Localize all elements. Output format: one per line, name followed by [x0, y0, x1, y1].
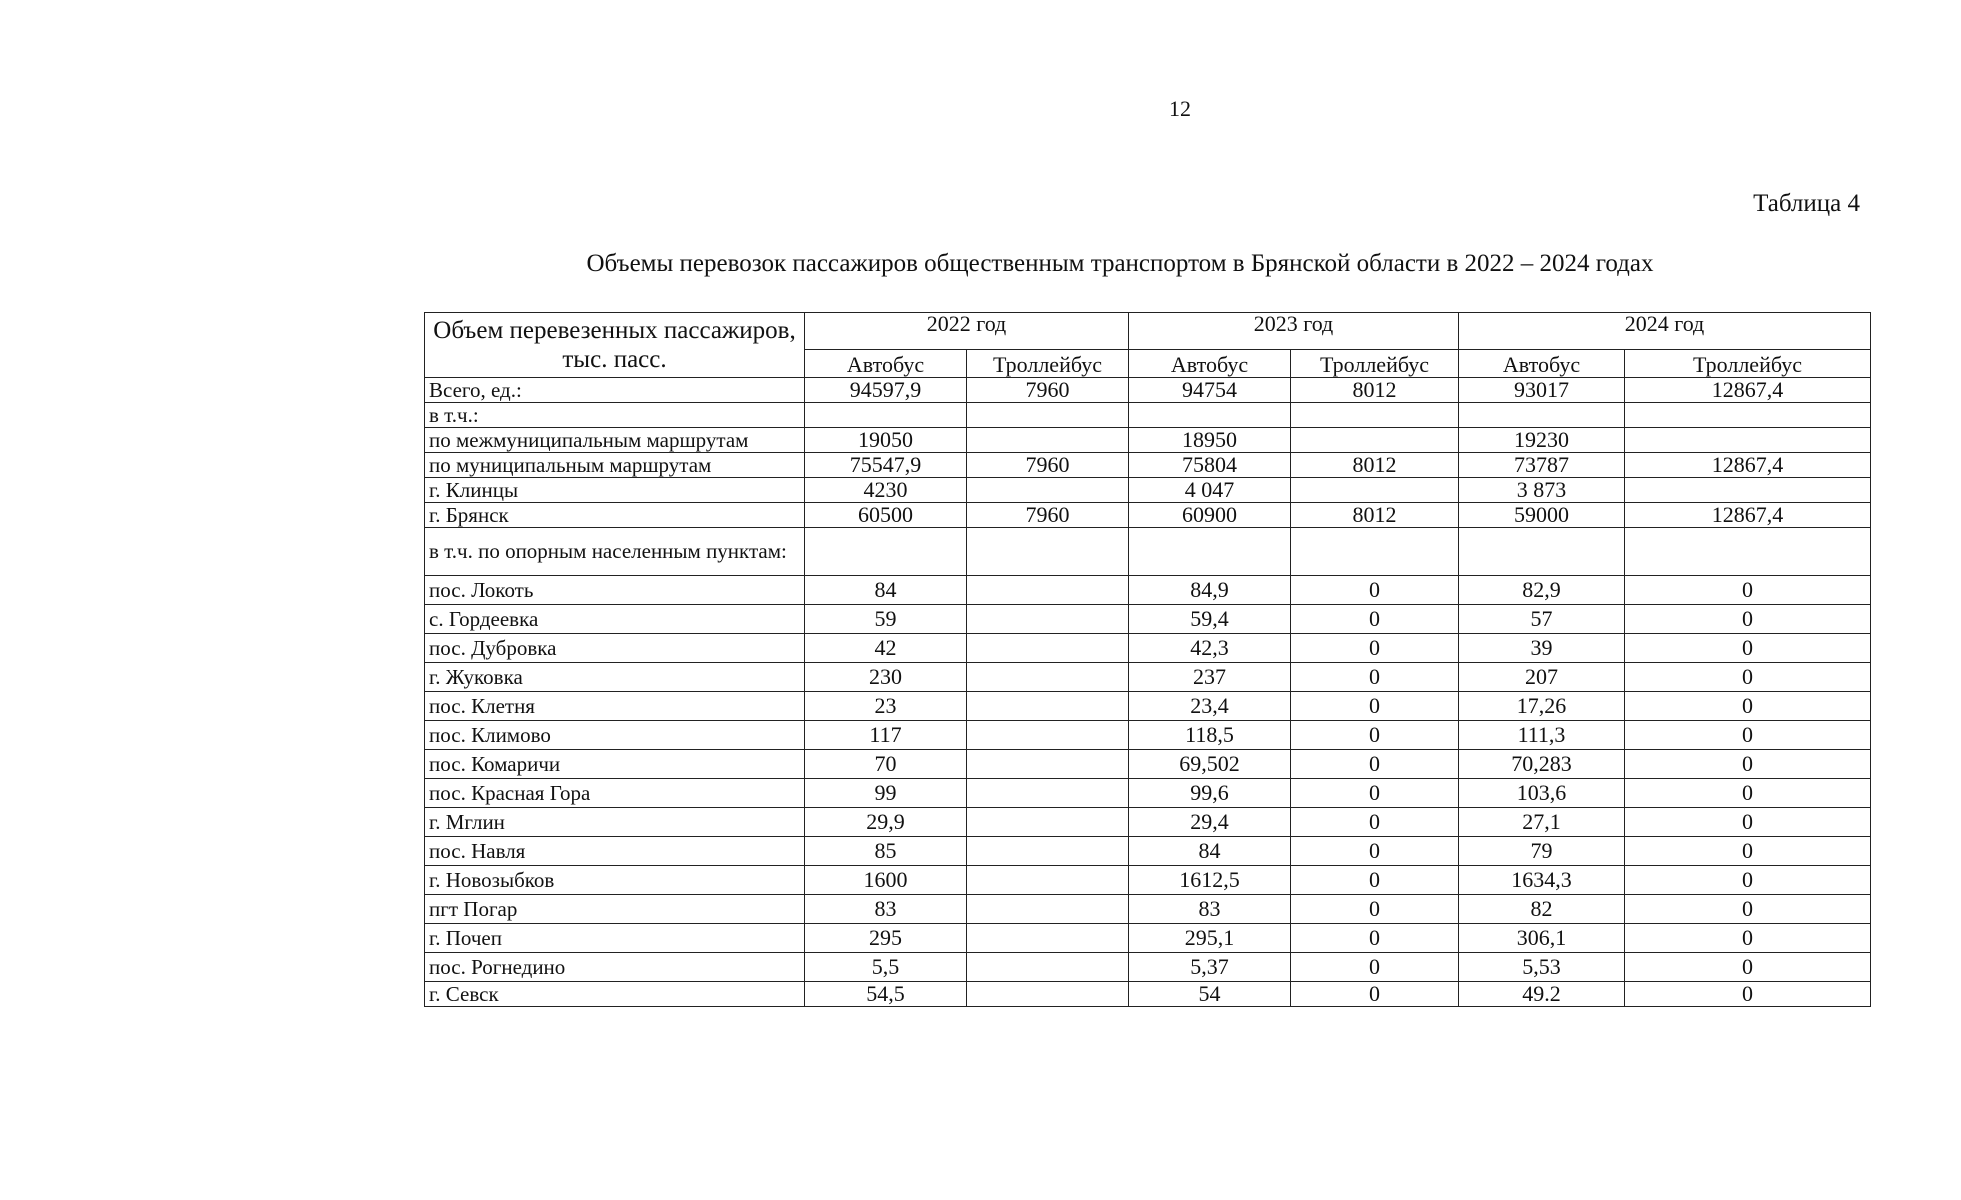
value-cell: 60900	[1129, 503, 1291, 528]
value-cell: 39	[1459, 634, 1625, 663]
value-cell: 59,4	[1129, 605, 1291, 634]
value-cell: 84,9	[1129, 576, 1291, 605]
value-cell: 84	[805, 576, 967, 605]
value-cell	[967, 837, 1129, 866]
row-label: в т.ч. по опорным населенным пунктам:	[425, 528, 805, 576]
table-row	[425, 378, 1871, 403]
value-cell: 0	[1291, 692, 1459, 721]
row-label: пос. Климово	[425, 721, 805, 750]
value-cell: 42,3	[1129, 634, 1291, 663]
value-cell: 93017	[1459, 378, 1625, 403]
table-row	[425, 953, 1871, 982]
value-cell	[1291, 403, 1459, 428]
value-cell: 0	[1291, 895, 1459, 924]
value-cell: 0	[1625, 866, 1871, 895]
value-cell: 17,26	[1459, 692, 1625, 721]
value-cell	[967, 750, 1129, 779]
value-cell: 306,1	[1459, 924, 1625, 953]
year-header: 2023 год	[1129, 313, 1459, 350]
value-cell: 0	[1625, 692, 1871, 721]
table-row	[425, 895, 1871, 924]
value-cell: 85	[805, 837, 967, 866]
value-cell: 0	[1625, 634, 1871, 663]
value-cell	[1129, 528, 1291, 576]
transport-type-header: Автобус	[1459, 350, 1625, 378]
value-cell: 12867,4	[1625, 378, 1871, 403]
value-cell	[967, 692, 1129, 721]
row-label: пгт Погар	[425, 895, 805, 924]
value-cell: 73787	[1459, 453, 1625, 478]
row-label: г. Брянск	[425, 503, 805, 528]
value-cell: 0	[1625, 605, 1871, 634]
value-cell: 3 873	[1459, 478, 1625, 503]
row-label: по муниципальным маршрутам	[425, 453, 805, 478]
row-label: г. Почеп	[425, 924, 805, 953]
value-cell: 0	[1625, 924, 1871, 953]
corner-header: Объем перевезенных пассажиров, тыс. пасс.	[425, 313, 805, 378]
value-cell: 49.2	[1459, 982, 1625, 1007]
table-row	[425, 866, 1871, 895]
row-label: г. Новозыбков	[425, 866, 805, 895]
value-cell	[967, 478, 1129, 503]
value-cell: 42	[805, 634, 967, 663]
table-row	[425, 663, 1871, 692]
value-cell	[967, 721, 1129, 750]
table-row	[425, 605, 1871, 634]
value-cell: 0	[1291, 866, 1459, 895]
value-cell: 8012	[1291, 378, 1459, 403]
table-row	[425, 924, 1871, 953]
value-cell	[1291, 478, 1459, 503]
value-cell: 0	[1625, 663, 1871, 692]
value-cell: 4 047	[1129, 478, 1291, 503]
value-cell: 23	[805, 692, 967, 721]
value-cell: 70	[805, 750, 967, 779]
table-row	[425, 721, 1871, 750]
value-cell: 69,502	[1129, 750, 1291, 779]
value-cell	[1459, 528, 1625, 576]
transport-type-header: Автобус	[1129, 350, 1291, 378]
table-row	[425, 634, 1871, 663]
value-cell: 5,53	[1459, 953, 1625, 982]
value-cell: 0	[1625, 576, 1871, 605]
value-cell: 84	[1129, 837, 1291, 866]
value-cell: 295	[805, 924, 967, 953]
transport-type-header: Троллейбус	[1291, 350, 1459, 378]
table-row	[425, 576, 1871, 605]
value-cell	[1129, 403, 1291, 428]
value-cell: 54,5	[805, 982, 967, 1007]
value-cell: 5,37	[1129, 953, 1291, 982]
transport-type-header: Автобус	[805, 350, 967, 378]
value-cell: 19230	[1459, 428, 1625, 453]
value-cell: 237	[1129, 663, 1291, 692]
value-cell: 0	[1291, 605, 1459, 634]
table-row	[425, 528, 1871, 576]
row-label: пос. Навля	[425, 837, 805, 866]
value-cell: 0	[1291, 750, 1459, 779]
value-cell	[967, 866, 1129, 895]
value-cell: 83	[1129, 895, 1291, 924]
value-cell: 75804	[1129, 453, 1291, 478]
row-label: г. Жуковка	[425, 663, 805, 692]
table-row	[425, 779, 1871, 808]
value-cell	[967, 605, 1129, 634]
value-cell: 60500	[805, 503, 967, 528]
table-row	[425, 403, 1871, 428]
value-cell	[967, 428, 1129, 453]
value-cell: 59000	[1459, 503, 1625, 528]
value-cell: 12867,4	[1625, 503, 1871, 528]
value-cell: 0	[1625, 837, 1871, 866]
value-cell: 23,4	[1129, 692, 1291, 721]
value-cell: 0	[1625, 779, 1871, 808]
value-cell: 59	[805, 605, 967, 634]
value-cell: 7960	[967, 378, 1129, 403]
value-cell: 0	[1625, 721, 1871, 750]
value-cell	[967, 663, 1129, 692]
header-row-years	[425, 313, 1871, 350]
value-cell	[967, 528, 1129, 576]
value-cell	[967, 576, 1129, 605]
value-cell	[967, 634, 1129, 663]
value-cell: 29,9	[805, 808, 967, 837]
table-label: Таблица 4	[1753, 190, 1860, 217]
row-label: пос. Красная Гора	[425, 779, 805, 808]
value-cell: 19050	[805, 428, 967, 453]
value-cell: 0	[1625, 982, 1871, 1007]
table-row	[425, 750, 1871, 779]
value-cell	[805, 403, 967, 428]
table-row	[425, 478, 1871, 503]
table-row	[425, 692, 1871, 721]
value-cell: 118,5	[1129, 721, 1291, 750]
transport-type-header: Троллейбус	[967, 350, 1129, 378]
row-label: пос. Локоть	[425, 576, 805, 605]
value-cell: 7960	[967, 503, 1129, 528]
value-cell: 0	[1291, 953, 1459, 982]
row-label: с. Гордеевка	[425, 605, 805, 634]
value-cell: 0	[1291, 924, 1459, 953]
value-cell: 103,6	[1459, 779, 1625, 808]
value-cell	[1625, 428, 1871, 453]
value-cell: 8012	[1291, 453, 1459, 478]
value-cell: 75547,9	[805, 453, 967, 478]
value-cell: 0	[1291, 576, 1459, 605]
value-cell: 27,1	[1459, 808, 1625, 837]
table-row	[425, 808, 1871, 837]
value-cell	[967, 895, 1129, 924]
value-cell	[967, 982, 1129, 1007]
value-cell: 29,4	[1129, 808, 1291, 837]
table-body	[425, 378, 1871, 1007]
value-cell: 1634,3	[1459, 866, 1625, 895]
table-row	[425, 982, 1871, 1007]
value-cell: 12867,4	[1625, 453, 1871, 478]
table-row	[425, 837, 1871, 866]
passenger-volume-table	[424, 312, 1871, 1007]
value-cell: 99,6	[1129, 779, 1291, 808]
value-cell	[1625, 528, 1871, 576]
value-cell: 94597,9	[805, 378, 967, 403]
value-cell: 0	[1291, 634, 1459, 663]
transport-type-header: Троллейбус	[1625, 350, 1871, 378]
value-cell: 0	[1625, 808, 1871, 837]
value-cell	[1291, 528, 1459, 576]
value-cell: 111,3	[1459, 721, 1625, 750]
row-label: г. Севск	[425, 982, 805, 1007]
row-label: в т.ч.:	[425, 403, 805, 428]
value-cell: 0	[1291, 982, 1459, 1007]
page-number: 12	[1169, 96, 1191, 121]
table-row	[425, 453, 1871, 478]
value-cell: 1612,5	[1129, 866, 1291, 895]
value-cell	[967, 808, 1129, 837]
value-cell	[967, 953, 1129, 982]
value-cell: 295,1	[1129, 924, 1291, 953]
value-cell: 0	[1291, 779, 1459, 808]
table-header	[425, 313, 1871, 378]
row-label: пос. Комаричи	[425, 750, 805, 779]
row-label: Всего, ед.:	[425, 378, 805, 403]
value-cell: 5,5	[805, 953, 967, 982]
value-cell	[1625, 478, 1871, 503]
value-cell: 0	[1291, 808, 1459, 837]
value-cell: 18950	[1129, 428, 1291, 453]
value-cell: 4230	[805, 478, 967, 503]
value-cell: 0	[1625, 953, 1871, 982]
value-cell: 207	[1459, 663, 1625, 692]
row-label: г. Клинцы	[425, 478, 805, 503]
value-cell: 230	[805, 663, 967, 692]
value-cell: 0	[1625, 750, 1871, 779]
value-cell: 0	[1291, 663, 1459, 692]
value-cell: 7960	[967, 453, 1129, 478]
row-label: пос. Клетня	[425, 692, 805, 721]
value-cell: 54	[1129, 982, 1291, 1007]
value-cell: 0	[1625, 895, 1871, 924]
value-cell: 57	[1459, 605, 1625, 634]
year-header: 2024 год	[1459, 313, 1871, 350]
value-cell: 70,283	[1459, 750, 1625, 779]
year-header: 2022 год	[805, 313, 1129, 350]
value-cell: 1600	[805, 866, 967, 895]
table-row	[425, 428, 1871, 453]
value-cell	[1625, 403, 1871, 428]
value-cell	[967, 779, 1129, 808]
value-cell	[1459, 403, 1625, 428]
value-cell: 0	[1291, 837, 1459, 866]
value-cell: 82,9	[1459, 576, 1625, 605]
value-cell	[1291, 428, 1459, 453]
value-cell: 0	[1291, 721, 1459, 750]
row-label: г. Мглин	[425, 808, 805, 837]
value-cell: 83	[805, 895, 967, 924]
row-label: по межмуниципальным маршрутам	[425, 428, 805, 453]
row-label: пос. Рогнедино	[425, 953, 805, 982]
value-cell	[967, 924, 1129, 953]
value-cell: 79	[1459, 837, 1625, 866]
table-title: Объемы перевозок пассажиров общественным транспортом в Брянской области в 2022 – 2024 годах	[586, 250, 1654, 277]
value-cell: 94754	[1129, 378, 1291, 403]
row-label: пос. Дубровка	[425, 634, 805, 663]
value-cell: 82	[1459, 895, 1625, 924]
value-cell: 117	[805, 721, 967, 750]
value-cell	[805, 528, 967, 576]
value-cell: 99	[805, 779, 967, 808]
table-row	[425, 503, 1871, 528]
value-cell	[967, 403, 1129, 428]
value-cell: 8012	[1291, 503, 1459, 528]
